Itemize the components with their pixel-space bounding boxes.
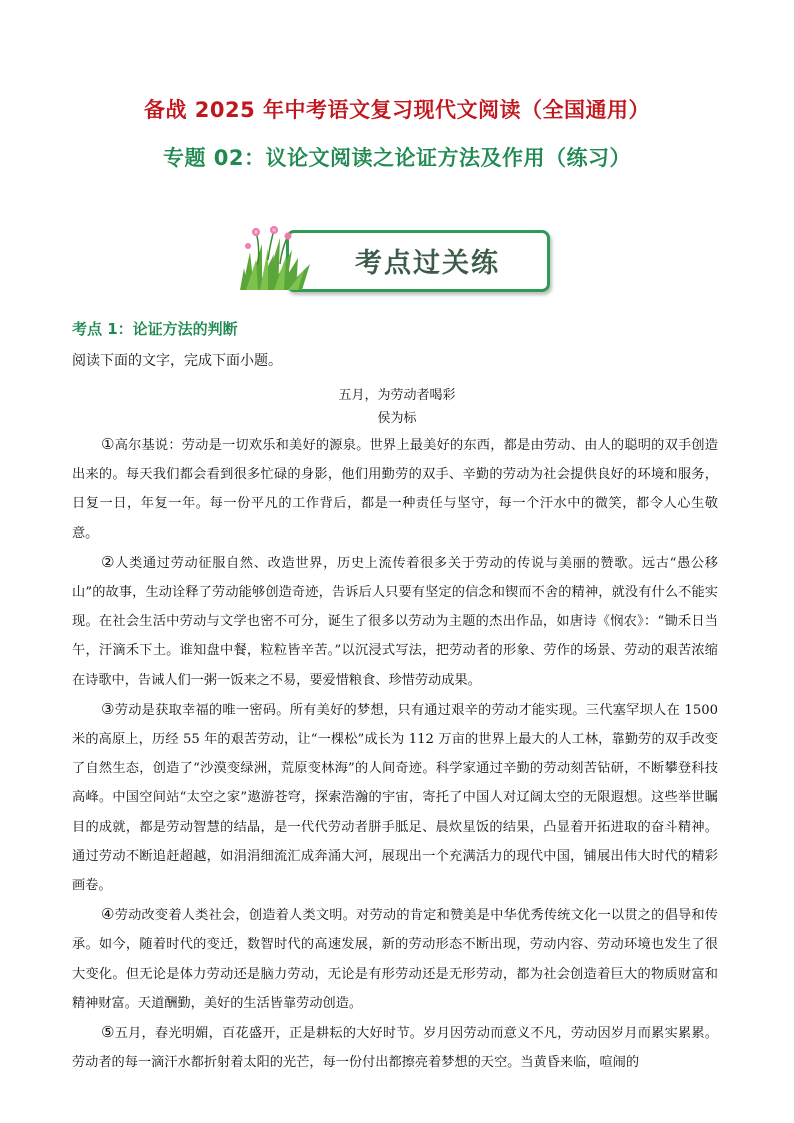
- paragraph-text: 高尔基说：劳动是一切欢乐和美好的源泉。世界上最美好的东西，都是由劳动、由人的聪明的双手创造出来的。每天我们都会看到很多忙碌的身影，他们用勤劳的双手、辛勤的劳动为社会提供良好的环境和服务，日复一日，年复一年。每一份平凡的工作背后，都是一种责任与坚守，每一个汗水中的微笑，都令人心生敬意。: [72, 438, 718, 541]
- paragraph-number: ⑤: [101, 1023, 115, 1042]
- paragraph-text: 五月，春光明媚，百花盛开，正是耕耘的大好时节。岁月因劳动而意义不凡，劳动因岁月而累实累累。劳动者的每一滴汗水都折射着太阳的光芒，每一份付出都擦亮着梦想的天空。当黄昏来临，喧闹的: [72, 1026, 718, 1071]
- passage-author: 侯为标: [377, 411, 417, 426]
- instruction-text: 阅读下面的文字，完成下面小题。: [72, 352, 282, 368]
- passage-body: [72, 430, 718, 1077]
- paragraph: [72, 900, 718, 1018]
- paragraph-number: ③: [101, 699, 115, 718]
- paragraph-text: 劳动是获取幸福的唯一密码。所有美好的梦想，只有通过艰辛的劳动才能实现。三代塞罕坝人在 1500 米的高原上，历经 55 年的艰苦劳动，让“一棵松”成长为 112 万亩的世界上最大的人工林，靠勤劳的双手改变了自然生态，创造了“沙漠变绿洲，荒原变林海”的人间奇迹。科学家通过辛勤的劳动刻苦钻研，不断攀登科技高峰。中国空间站“太空之家”遨游苍穹，探索浩瀚的宇宙，寄托了中国人对辽阔太空的无限遐想。这些举世瞩目的成就，都是劳动智慧的结晶，是一代代劳动者胼手胝足、晨炊星饭的结果，凸显着开拓进取的奋斗精神。通过劳动不断追赶超越，如涓涓细流汇成奔涌大河，展现出一个充满活力的现代中国，铺展出伟大时代的精彩画卷。: [72, 702, 718, 894]
- paragraph: [72, 1018, 718, 1077]
- paragraph-number: ②: [101, 552, 116, 571]
- paragraph-number: ①: [101, 435, 115, 453]
- paragraph: [72, 548, 718, 695]
- paragraph: [72, 430, 718, 548]
- document-title: 备战 2025 年中考语文复习现代文阅读（全国通用）: [143, 98, 651, 122]
- paragraph-text: 劳动改变着人类社会，创造着人类文明。对劳动的肯定和赞美是中华优秀传统文化一以贯之的倡导和传承。如今，随着时代的变迁，数智时代的高速发展，新的劳动形态不断出现，劳动内容、劳动环境也发生了很大变化。但无论是体力劳动还是脑力劳动，无论是有形劳动还是无形劳动，都为社会创造着巨大的物质财富和精神财富。天道酬勤，美好的生活皆靠劳动创造。: [72, 908, 718, 1011]
- section-heading: 考点 1：论证方法的判断: [72, 320, 238, 338]
- banner-label: 考点过关练: [355, 248, 500, 279]
- grass-flowers-icon: [240, 224, 350, 290]
- paragraph: [72, 695, 718, 900]
- paragraph-text: 人类通过劳动征服自然、改造世界，历史上流传着很多关于劳动的传说与美丽的赞歌。远古“愚公移山”的故事，生动诠释了劳动能够创造奇迹，告诉后人只要有坚定的信念和锲而不舍的精神，就没有什么不能实现。在社会生活中劳动与文学也密不可分，诞生了很多以劳动为主题的杰出作品，如唐诗《悯农》：“锄禾日当午，汗滴禾下土。谁知盘中餐，粒粒皆辛苦。”以沉浸式写法，把劳动者的形象、劳作的场景、劳动的艰苦浓缩在诗歌中，告诫人们一粥一饭来之不易，要爱惜粮食、珍惜劳动成果。: [72, 555, 718, 688]
- document-subtitle: 专题 02：议论文阅读之论证方法及作用（练习）: [162, 146, 632, 170]
- paragraph-number: ④: [101, 905, 115, 924]
- section-banner: [240, 224, 550, 290]
- passage-title: 五月，为劳动者喝彩: [338, 388, 456, 403]
